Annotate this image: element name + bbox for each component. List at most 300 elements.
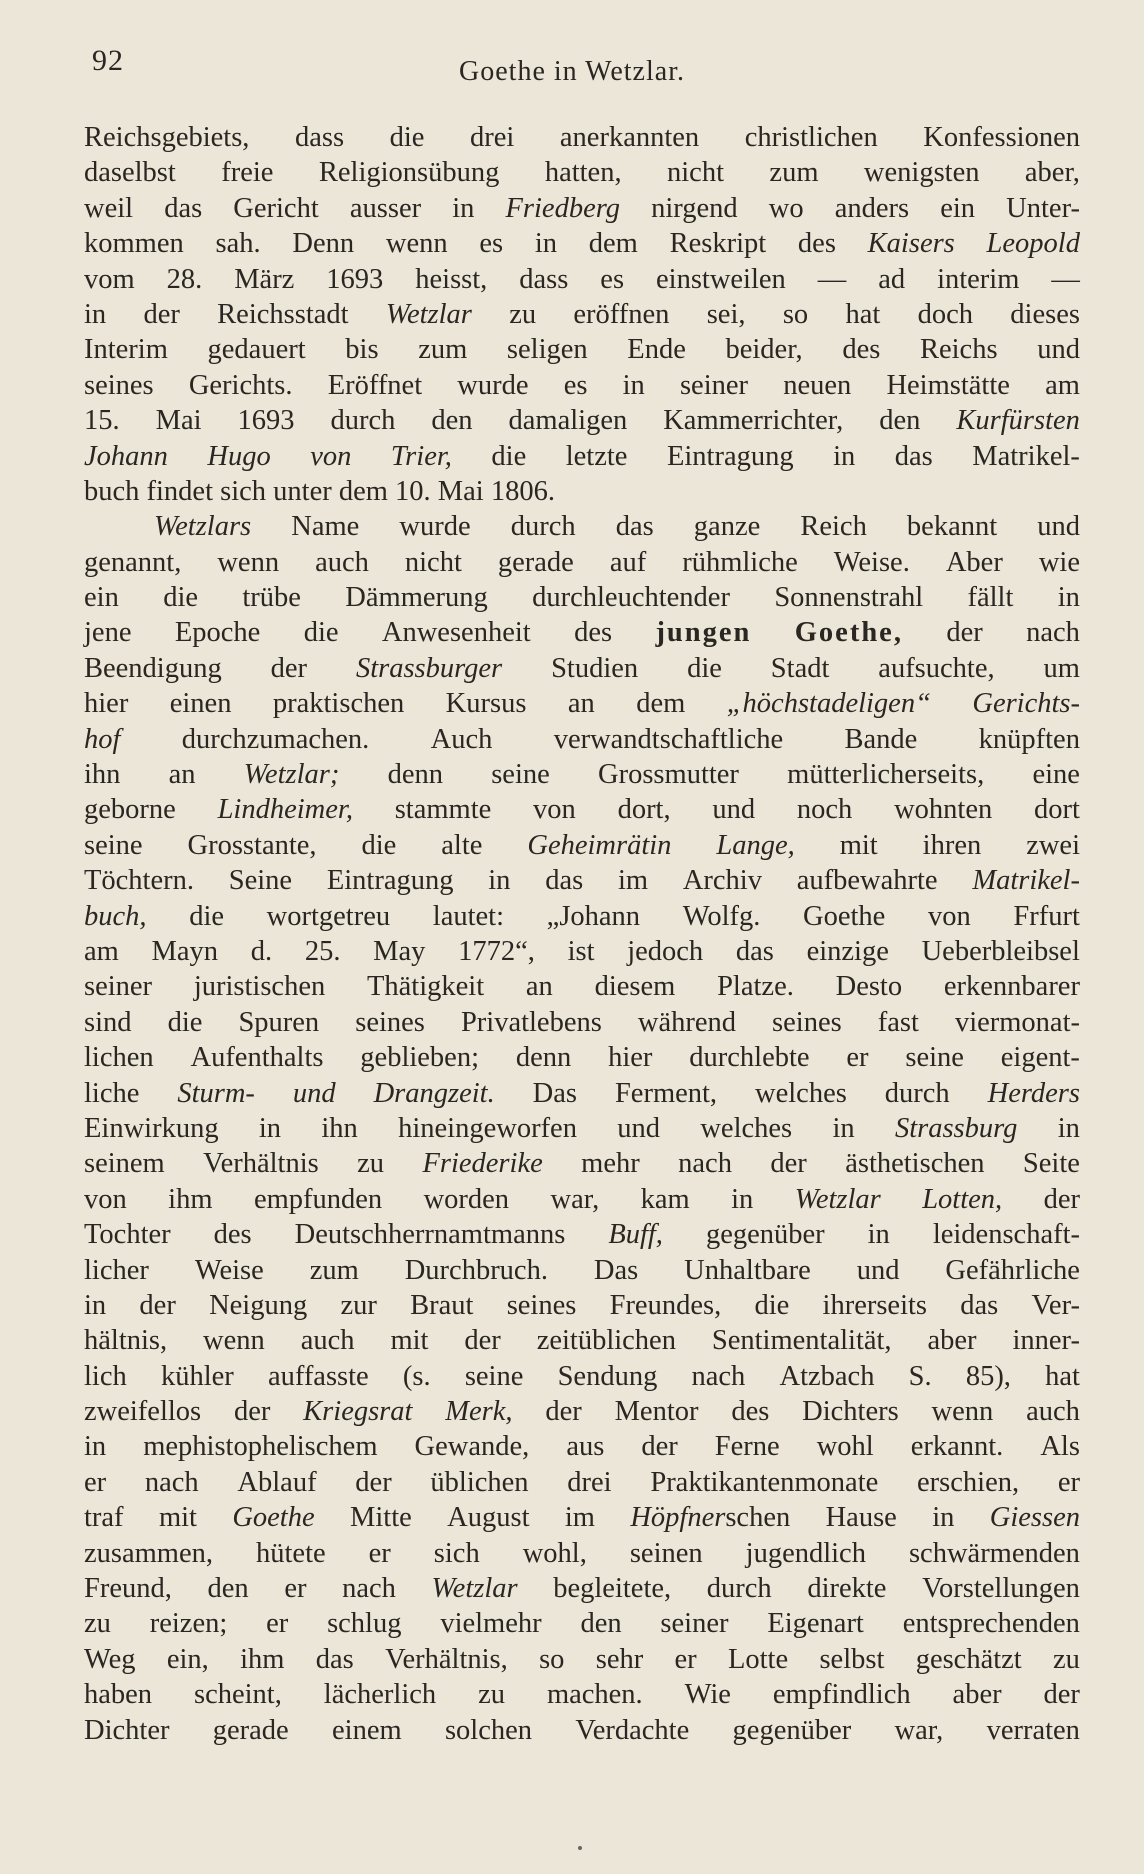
word: Sonnenstrahl <box>774 582 924 614</box>
word: jedoch <box>627 935 704 967</box>
word: knüpften <box>978 723 1080 755</box>
word: von <box>84 1183 127 1215</box>
word: zur <box>340 1289 377 1321</box>
word: geborne <box>84 794 176 826</box>
word: dort, <box>617 794 671 826</box>
word: aber, <box>1024 157 1080 189</box>
word: und <box>712 794 756 826</box>
word: ein <box>940 192 976 224</box>
word: es <box>600 263 625 295</box>
word: bekannt <box>906 511 998 543</box>
word: des <box>731 1396 770 1428</box>
word: Das <box>593 1254 639 1286</box>
word: wurde <box>457 369 529 401</box>
word: und <box>1037 334 1080 366</box>
word: auch <box>315 546 369 578</box>
word: Geheimrätin <box>527 829 672 861</box>
word: Grossmutter <box>598 759 739 791</box>
word: wohl, <box>522 1537 587 1569</box>
word: Gewande, <box>414 1431 530 1463</box>
word: Goethe <box>232 1502 315 1534</box>
text-line <box>84 332 1080 367</box>
word: wie <box>1038 546 1080 578</box>
word: Eintragung <box>326 865 454 897</box>
word: seines <box>772 1006 842 1038</box>
word: Mai <box>155 405 202 437</box>
word: seinen <box>629 1537 703 1569</box>
text-line <box>84 368 1080 403</box>
word: worden <box>423 1183 510 1215</box>
word: Eintragung <box>666 440 794 472</box>
word: gegenüber <box>705 1219 825 1251</box>
word: zu <box>509 298 537 330</box>
word: freie <box>221 157 274 189</box>
printer-dot <box>578 1846 582 1850</box>
word: Grosstante, <box>187 829 317 861</box>
text-line <box>84 1323 1080 1358</box>
word: — <box>1051 263 1080 295</box>
word: und <box>856 1254 900 1286</box>
word: Sentimentalität, <box>711 1325 892 1357</box>
word: Strassburg <box>894 1112 1018 1144</box>
word: hat <box>845 298 881 330</box>
word: der <box>143 298 180 330</box>
word: mit <box>839 829 878 861</box>
word: aufbewahrte <box>796 865 938 897</box>
word: wohnten <box>894 794 993 826</box>
word: der <box>641 1431 678 1463</box>
text-line <box>84 1253 1080 1288</box>
word: es <box>479 228 504 260</box>
word: — <box>817 263 847 295</box>
word: ihm <box>168 1183 213 1215</box>
word: dass <box>294 122 345 153</box>
word: Freund, <box>84 1573 172 1605</box>
word: 25. <box>304 935 341 967</box>
word: doch <box>917 298 973 330</box>
text-line <box>84 191 1080 226</box>
word: Merk, <box>445 1396 513 1428</box>
word: verwandtschaftliche <box>553 723 784 755</box>
word: trübe <box>242 582 301 614</box>
word: leidenschaft- <box>932 1219 1080 1251</box>
word: der <box>545 1396 582 1428</box>
word: Drangzeit. <box>373 1077 495 1109</box>
word: Neigung <box>209 1289 308 1321</box>
word: in <box>867 1219 890 1251</box>
word: den <box>879 405 921 437</box>
text-line <box>84 1359 1080 1394</box>
word: seinem <box>84 1148 165 1180</box>
text-line <box>84 1040 1080 1075</box>
word: in <box>1057 1112 1080 1144</box>
word: direkte <box>807 1573 887 1605</box>
word: Lotte <box>727 1643 789 1675</box>
text-line <box>84 439 1080 474</box>
word: fast <box>877 1006 919 1038</box>
word: Gerichts. <box>188 369 293 401</box>
word: ihm <box>240 1643 285 1675</box>
word: erkannt. <box>910 1431 1004 1463</box>
text-line <box>84 1677 1080 1712</box>
word: Ferne <box>714 1431 780 1463</box>
text-line <box>84 1500 1080 1535</box>
word: Wetzlar <box>385 298 472 330</box>
word: Vorstellungen <box>922 1573 1080 1605</box>
word: scheint, <box>194 1679 282 1711</box>
word: juristischen <box>193 971 326 1003</box>
word: zusammen, <box>84 1537 214 1569</box>
word: fällt <box>967 582 1014 614</box>
word: Johann <box>84 440 168 472</box>
word: neuen <box>783 369 852 401</box>
word: vom <box>84 263 135 295</box>
word: empfunden <box>253 1183 383 1215</box>
word: welches <box>755 1077 847 1109</box>
word: den <box>580 1608 622 1640</box>
word: Einwirkung <box>84 1112 219 1144</box>
word: Reskript <box>669 228 767 260</box>
word: 15. <box>84 405 120 437</box>
word: aber <box>952 1679 1002 1711</box>
word: Archiv <box>682 865 762 897</box>
text-line <box>84 155 1080 190</box>
word: Reichsgebiets, <box>84 122 250 153</box>
word: mephistophelischem <box>143 1431 378 1463</box>
word: Verhältnis, <box>385 1643 508 1675</box>
word: Unter- <box>1006 192 1080 224</box>
word: schwärmenden <box>908 1537 1080 1569</box>
text-line <box>84 1606 1080 1641</box>
word: eigent- <box>1000 1042 1080 1074</box>
word: daselbst <box>84 157 176 189</box>
text-line <box>84 1571 1080 1606</box>
word: der <box>270 652 308 684</box>
word: Konfessionen <box>923 122 1080 153</box>
text-line <box>84 1713 1080 1748</box>
text-line <box>84 509 1080 544</box>
word: noch <box>796 794 853 826</box>
word: nirgend <box>651 192 738 224</box>
word: gegenüber <box>732 1714 852 1746</box>
word: letzte <box>565 440 628 472</box>
word: sich <box>433 1537 480 1569</box>
word: Frfurt <box>1013 900 1080 932</box>
word: Braut <box>410 1289 474 1321</box>
word: sei, <box>706 298 746 330</box>
word: Dichters <box>802 1396 899 1428</box>
word: Töchtern. <box>84 865 194 897</box>
word: durchleuchtender <box>532 582 730 614</box>
word: Mitte <box>350 1502 412 1534</box>
word: der <box>464 1325 501 1357</box>
word: Reichsstadt <box>217 298 349 330</box>
word: geschätzt <box>915 1643 1022 1675</box>
word: Gerichts- <box>972 688 1080 720</box>
word: Friederike <box>422 1148 543 1180</box>
text-line <box>84 262 1080 297</box>
word: zum <box>309 1254 359 1286</box>
word: nach <box>678 1148 732 1180</box>
word: Ablauf <box>237 1466 317 1498</box>
word: hof <box>84 723 121 755</box>
word: das <box>960 1289 999 1321</box>
word: Kriegsrat <box>303 1396 413 1428</box>
word: Praktikantenmonate <box>650 1466 879 1498</box>
word: es <box>563 369 588 401</box>
word: seine <box>491 759 550 791</box>
word: Buff, <box>608 1219 663 1251</box>
word: stammte <box>394 794 492 826</box>
word: durch <box>884 1077 950 1109</box>
word: viermonat- <box>954 1006 1080 1038</box>
word: wo <box>768 192 804 224</box>
word: geblieben; <box>360 1042 480 1074</box>
word: wurde <box>399 511 471 543</box>
word: in <box>84 1431 107 1463</box>
word: in <box>832 1112 855 1144</box>
word: üblichen <box>430 1466 529 1498</box>
word: den <box>431 405 473 437</box>
word: Epoche <box>174 617 261 649</box>
word: Weise <box>194 1254 264 1286</box>
text-line <box>84 297 1080 332</box>
word: dort <box>1033 794 1080 826</box>
word: durch <box>510 511 576 543</box>
word: auch <box>300 1325 355 1357</box>
word: Reichs <box>919 334 998 366</box>
word: Bande <box>844 723 918 755</box>
word: Matrikel- <box>972 865 1080 897</box>
text-line <box>84 1111 1080 1146</box>
word: bis <box>345 334 379 366</box>
word: Das <box>532 1077 577 1109</box>
word: mütterlicherseits, <box>787 759 985 791</box>
word: nicht <box>667 157 724 189</box>
word: Name <box>291 511 360 543</box>
word: Mentor <box>614 1396 699 1428</box>
word: des <box>797 228 836 260</box>
word: des <box>213 1219 252 1251</box>
word: in <box>488 865 511 897</box>
word: so <box>782 298 809 330</box>
word: wenn <box>931 1396 994 1428</box>
word: jungen <box>655 617 752 649</box>
word: im <box>617 865 649 897</box>
word: begleitete, <box>553 1573 672 1605</box>
word: durch <box>706 1573 772 1605</box>
word: an <box>525 971 553 1003</box>
word: Strassburger <box>355 652 503 684</box>
word: lich <box>84 1360 127 1392</box>
text-line <box>84 1182 1080 1217</box>
word: des <box>842 334 881 366</box>
word: er <box>674 1643 697 1675</box>
word: erkennbarer <box>943 971 1080 1003</box>
word: einstweilen <box>656 263 786 295</box>
word: am <box>84 935 119 967</box>
word: Ver- <box>1031 1289 1080 1321</box>
word: die <box>189 900 225 932</box>
word: in <box>84 1289 107 1321</box>
word: ihn <box>321 1112 358 1144</box>
word: vielmehr <box>440 1608 542 1640</box>
word: buch, <box>84 900 147 932</box>
word: Höpfnerschen <box>630 1502 791 1534</box>
word: während <box>637 1006 736 1038</box>
word: Trier, <box>390 440 452 472</box>
word: S. <box>908 1360 932 1392</box>
word: zum <box>418 334 468 366</box>
word: jene <box>84 617 132 649</box>
word: drei <box>470 122 515 153</box>
word: licher <box>84 1254 149 1286</box>
word: an <box>168 759 196 791</box>
word: wenn <box>217 546 280 578</box>
word: aufsuchte, <box>878 652 995 684</box>
text-line <box>84 863 1080 898</box>
word: verraten <box>986 1714 1080 1746</box>
word: Weise. <box>833 546 910 578</box>
word: Gefährliche <box>945 1254 1080 1286</box>
text-line <box>84 934 1080 969</box>
word: war, <box>894 1714 944 1746</box>
word: das <box>315 1643 354 1675</box>
word: die <box>167 1006 203 1038</box>
word: Interim <box>84 334 168 366</box>
word: Lotten, <box>922 1183 1003 1215</box>
word: Atzbach <box>779 1360 875 1392</box>
word: seiner <box>679 369 749 401</box>
word: von <box>533 794 576 826</box>
word: hier <box>608 1042 653 1074</box>
word: Ueberbleibsel <box>921 935 1080 967</box>
word: von <box>310 440 352 472</box>
word: hältnis, <box>84 1325 168 1357</box>
word: Weg <box>84 1643 136 1675</box>
word: dieses <box>1010 298 1080 330</box>
word: mehr <box>581 1148 640 1180</box>
word: die <box>389 122 425 153</box>
word: so <box>539 1643 565 1675</box>
word: und <box>292 1077 336 1109</box>
word: anerkannten <box>559 122 700 153</box>
word: „Johann <box>546 900 641 932</box>
word: 1772“, <box>458 935 535 967</box>
text-line <box>84 1217 1080 1252</box>
word: Lange, <box>716 829 795 861</box>
text-line <box>84 722 1080 757</box>
word: rühmliche <box>682 546 798 578</box>
text-line <box>84 792 1080 827</box>
word: dem <box>588 228 638 260</box>
word: zweifellos <box>84 1396 202 1428</box>
word: ihn <box>84 759 121 791</box>
word: Ferment, <box>614 1077 718 1109</box>
word: May <box>373 935 426 967</box>
text-line <box>84 580 1080 615</box>
text-line <box>84 899 1080 934</box>
word: Studien <box>551 652 639 684</box>
word: denn <box>387 759 443 791</box>
word: mit <box>390 1325 429 1357</box>
word: am <box>1045 369 1080 401</box>
text-line <box>84 615 1080 650</box>
word: hier <box>84 688 129 720</box>
word: Ende <box>627 334 686 366</box>
word: dem <box>636 688 686 720</box>
word: zu <box>1053 1643 1080 1675</box>
text-line: buch findet sich unter dem 10. Mai 1806. <box>84 475 555 507</box>
word: inner- <box>1012 1325 1080 1357</box>
word: Sturm- <box>177 1077 255 1109</box>
word: der <box>139 1289 176 1321</box>
word: entsprechenden <box>902 1608 1080 1640</box>
word: interim <box>937 263 1020 295</box>
word: denn <box>515 1042 572 1074</box>
page-number: 92 <box>92 44 124 77</box>
word: seines <box>84 369 154 401</box>
word: diesem <box>594 971 676 1003</box>
word: März <box>234 263 295 295</box>
word: er <box>1057 1466 1080 1498</box>
word: wenn <box>203 1325 265 1357</box>
word: jugendlich <box>745 1537 866 1569</box>
word: erschien, <box>917 1466 1020 1498</box>
word: nicht <box>404 546 462 578</box>
word: nach <box>342 1573 396 1605</box>
word: durch <box>330 405 396 437</box>
word: Hugo <box>207 440 271 472</box>
word: Aufenthalts <box>190 1042 324 1074</box>
word: Thätigkeit <box>367 971 485 1003</box>
word: Wetzlar; <box>243 759 340 791</box>
word: christlichen <box>744 122 878 153</box>
word: Seite <box>1022 1148 1080 1180</box>
word: Als <box>1040 1431 1080 1463</box>
text-line <box>84 120 1080 155</box>
text-line <box>84 1465 1080 1500</box>
word: empfindlich <box>772 1679 911 1711</box>
text-line <box>84 1146 1080 1181</box>
word: Beendigung <box>84 652 222 684</box>
word: Herders <box>987 1077 1080 1109</box>
word: Denn <box>292 228 355 260</box>
word: ihrerseits <box>822 1289 927 1321</box>
word: zum <box>769 157 819 189</box>
word: in <box>452 192 475 224</box>
word: Desto <box>835 971 903 1003</box>
word: alte <box>441 829 483 861</box>
word: Friedberg <box>505 192 621 224</box>
word: seines <box>506 1289 577 1321</box>
word: Verdachte <box>575 1714 690 1746</box>
word: sehr <box>595 1643 644 1675</box>
word: in <box>622 369 645 401</box>
word: Leopold <box>986 228 1080 260</box>
word: haben <box>84 1679 153 1711</box>
word: welches <box>700 1112 793 1144</box>
text-line <box>84 1005 1080 1040</box>
word: Freundes, <box>609 1289 722 1321</box>
word: wortgetreu <box>266 900 391 932</box>
word: er <box>284 1573 307 1605</box>
word: Kammerrichter, <box>663 405 844 437</box>
text-line <box>84 1076 1080 1111</box>
word: von <box>928 900 971 932</box>
word: das <box>545 865 584 897</box>
text-line <box>84 686 1080 721</box>
